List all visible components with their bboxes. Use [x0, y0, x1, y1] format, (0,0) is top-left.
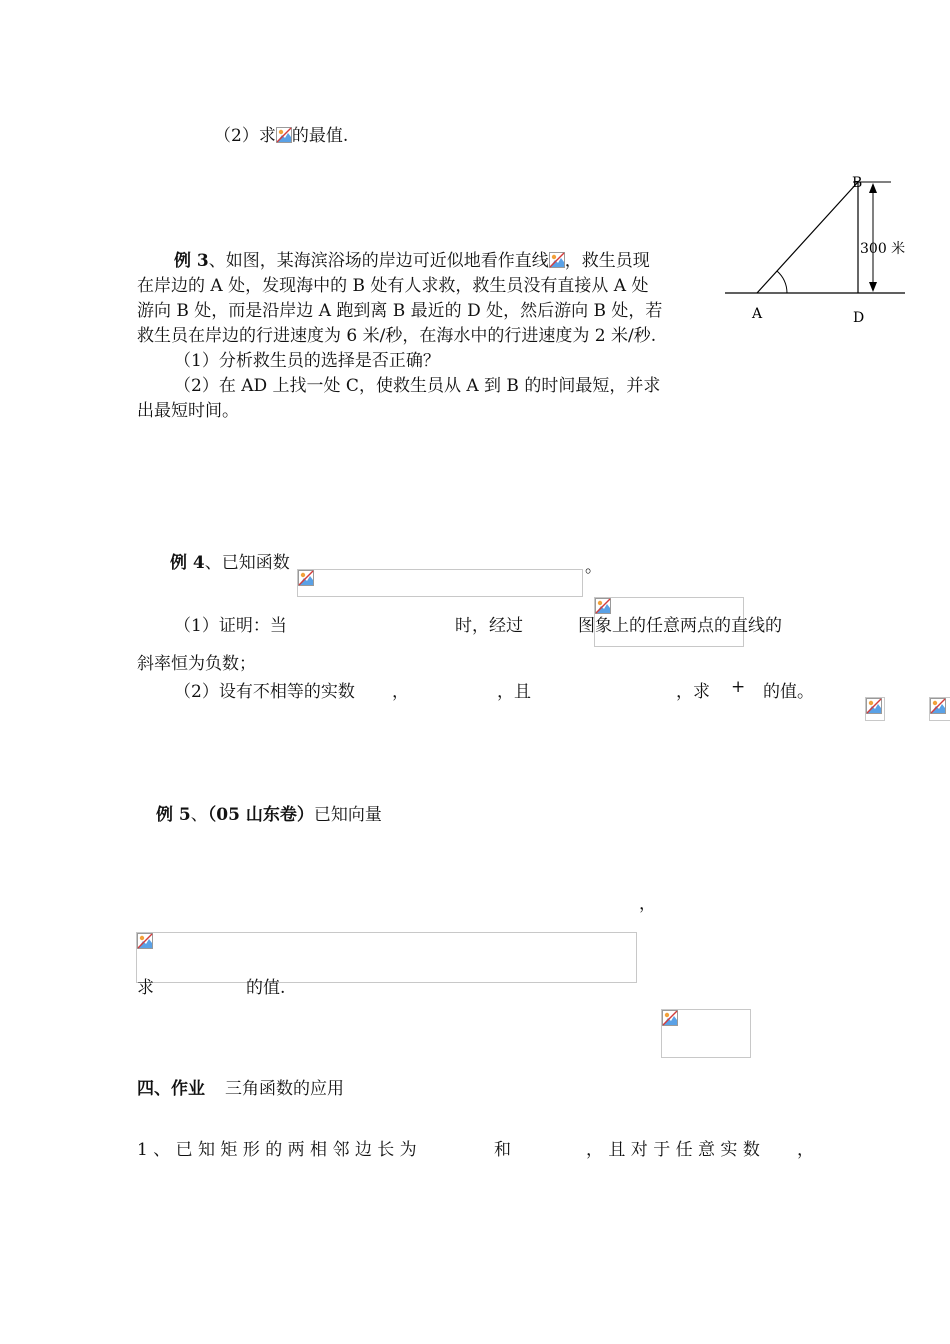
ex5-label: 例 5 [156, 805, 191, 825]
ex4-comma3: ，求 [676, 682, 710, 702]
hw-q1a: 1 、 已 知 矩 形 的 两 相 邻 边 长 为 [137, 1140, 417, 1160]
broken-image-icon [930, 698, 946, 714]
hw-heading-line [137, 1074, 344, 1099]
ex4-p1b: 时，经过 [455, 616, 523, 636]
ex4-end: 。 [585, 557, 602, 577]
function-formula-image [297, 569, 583, 597]
ex3-line2: 在岸边的 A 处，发现海中的 B 处有人求救，救生员没有直接从 A 处 [137, 276, 649, 296]
segment-ab [757, 182, 858, 293]
formula-image-icon [276, 127, 292, 143]
ex5-askend: 的值. [246, 978, 286, 998]
ex4-p2end: 的值。 [763, 682, 814, 702]
ex5-sep: 、 [190, 805, 208, 825]
ex3-line3: 游向 B 处，而是沿岸边 A 跑到离 B 最近的 D 处，然后游向 B 处，若 [137, 301, 663, 321]
ex3-line1 [174, 249, 650, 273]
angle-arc [777, 271, 787, 293]
ex3-question1: （1）分析救生员的选择是否正确？ [174, 351, 440, 371]
ex5-ask: 求 [137, 978, 154, 998]
ex4-intro-text: 、已知函数 [204, 553, 290, 573]
ex3-question2a: （2）在 AD 上找一处 C，使救生员从 A 到 B 的时间最短，并求 [174, 376, 661, 396]
ex3-text-1b: ，救生员现 [564, 251, 650, 271]
ex4-comma1: ， [392, 682, 409, 702]
hw-q1b: 和 [494, 1140, 511, 1160]
ex3-text-1a: 、如图，某海滨浴场的岸边可近似地看作直线 [208, 251, 549, 271]
var-image-2 [929, 697, 950, 721]
ex5-text: 已知向量 [313, 805, 382, 825]
part1-after: 的最值. [291, 126, 349, 146]
arrow-head-down [869, 282, 877, 292]
broken-image-icon [866, 698, 882, 714]
ex5-source: （05 山东卷） [207, 805, 314, 825]
label-b: B [852, 175, 863, 191]
ex4-plus: + [731, 677, 746, 697]
ex4-label: 例 4 [170, 553, 205, 573]
ex3-line4: 救生员在岸边的行进速度为 6 米/秒，在海水中的行进速度为 2 米/秒. [137, 326, 657, 346]
broken-image-icon [298, 570, 314, 586]
ex3-question2b: 出最短时间。 [137, 401, 239, 421]
vector-formula-image [136, 932, 637, 983]
ex4-intro [170, 551, 290, 575]
part1-line [214, 124, 348, 148]
ex5-comma: ， [639, 894, 656, 914]
beach-figure [715, 165, 915, 335]
broken-image-icon [662, 1010, 678, 1026]
part1-text: （2）求 [214, 126, 276, 146]
target-formula-image [661, 1009, 751, 1058]
hw-q1d: ， [797, 1140, 814, 1160]
broken-image-icon [137, 933, 153, 949]
line-l-image-icon [549, 252, 565, 268]
ex4-p1d: 斜率恒为负数； [137, 654, 256, 674]
hw-q1c: ， 且 对 于 任 意 实 数 [586, 1140, 760, 1160]
ex4-comma2: ，且 [497, 682, 531, 702]
distance-label: 300 米 [860, 241, 906, 257]
ex4-p2a: （2）设有不相等的实数 [174, 682, 355, 702]
ex5-heading [156, 800, 382, 825]
label-a: A [752, 306, 763, 322]
ex4-p1c: 图象上的任意两点的直线的 [578, 616, 782, 636]
arrow-head-up [869, 183, 877, 193]
ex3-label: 例 3 [174, 251, 209, 271]
hw-subtitle: 三角函数的应用 [225, 1079, 344, 1099]
ex4-p1a: （1）证明：当 [174, 616, 287, 636]
hw-heading: 四、作业 [137, 1079, 205, 1099]
label-d: D [853, 310, 865, 326]
var-image-1 [865, 697, 885, 721]
